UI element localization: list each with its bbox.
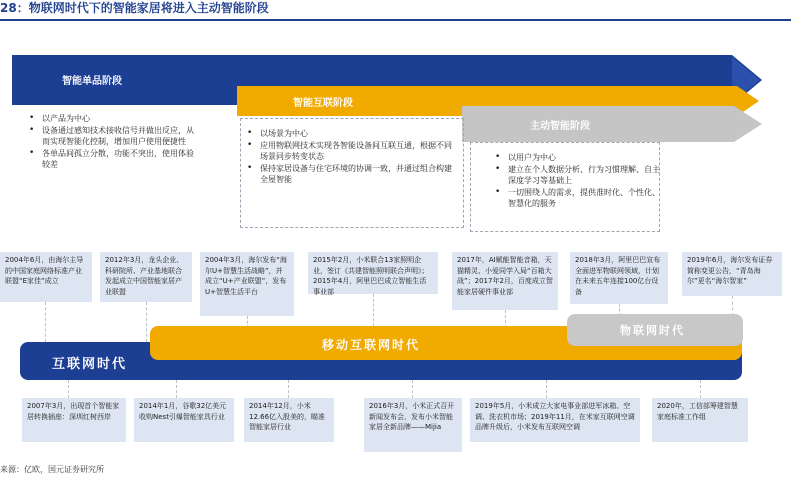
list-item: • 以产品为中心 bbox=[28, 113, 198, 125]
connector bbox=[45, 302, 46, 342]
stage-arrow-active-intelligence bbox=[462, 106, 762, 142]
list-item: • 以场景为中心 bbox=[246, 128, 456, 140]
list-item: • 各单品间孤立分散，功能不突出，使用体验较差 bbox=[28, 148, 198, 171]
source-note: 来源：亿欧，国元证券研究所 bbox=[0, 465, 104, 474]
stage-label-active-intelligence: 主动智能阶段 bbox=[530, 121, 590, 132]
stage-1-bullets bbox=[28, 113, 198, 171]
bottom-event-2007: 2007年3月，出现首个智能家居转换插座：深圳红树西岸 bbox=[22, 398, 126, 442]
stage-label-smart-interconnect: 智能互联阶段 bbox=[293, 98, 353, 109]
top-event-2019-06: 2019年6月，海尔发布证券简称变更公告，“青岛海尔”更名“海尔智家” bbox=[682, 252, 782, 296]
top-event-2004-06: 2004年6月，由海尔主导的中国家庭网络标准产业联盟“E家佳”成立 bbox=[0, 252, 92, 302]
connector bbox=[546, 380, 547, 398]
list-item: • 设备通过感知技术接收信号并做出反应，从而实现智能化控制，增加用户使用便捷性 bbox=[28, 125, 198, 148]
connector bbox=[68, 380, 69, 398]
top-event-2015: 2015年2月，小米联合13家照明企业，签订《共建智能照明联合声明》；2015年4月，阿里巴巴成立智能生活事业部 bbox=[308, 252, 438, 294]
top-event-2018: 2018年3月，阿里巴巴宣布全面进军物联网领域，计划在未来五年连接100亿台设备 bbox=[570, 252, 668, 304]
list-item: • 建立在个人数据分析、行为习惯理解、自主深度学习等基础上 bbox=[494, 164, 664, 187]
era-label-mobile-internet: 移动互联网时代 bbox=[322, 338, 421, 352]
top-event-2004-03-haier: 2004年3月，海尔发布“海尔U+智慧生活战略”，并成立“U+产业联盟”，发布U+智慧生活平台 bbox=[200, 252, 294, 316]
connector bbox=[288, 380, 289, 398]
connector bbox=[700, 380, 701, 398]
list-item: • 保持家居设备与住宅环境的协调一致，并通过组合构建全屋智能 bbox=[246, 163, 456, 186]
bottom-event-2020: 2020年，工信部筹建智慧家庭标准工作组 bbox=[652, 398, 748, 442]
bottom-event-2014-01: 2014年1月，谷歌32亿美元收购Nest引爆智能家具行业 bbox=[134, 398, 234, 442]
top-event-2012-03: 2012年3月，龙头企业、科研院所、产业基地联合发起成立中国智能家居产业联盟 bbox=[100, 252, 192, 302]
bottom-event-2014-12: 2014年12月，小米12.66亿入股美的，瞄准智能家居行业 bbox=[244, 398, 334, 442]
connector bbox=[176, 380, 177, 398]
list-item: • 以用户为中心 bbox=[494, 152, 664, 164]
figure-title: 28：物联网时代下的智能家居将进入主动智能阶段 bbox=[0, 1, 269, 15]
bottom-event-2019-05: 2019年5月，小米成立大家电事业部进军冰箱、空调、洗衣机市场；2019年11月，在米家互联网空调品牌升级后，小米发布互联网空调 bbox=[470, 398, 640, 442]
list-item: • 应用物联网技术实现各智能设备间互联互通，根据不同场景同步转变状态 bbox=[246, 140, 456, 163]
title-rule bbox=[0, 19, 791, 21]
stage-2-bullets bbox=[246, 128, 456, 186]
stage-3-bullets bbox=[494, 152, 664, 210]
bottom-event-2016: 2016年3月，小米正式召开新闻发布会，发布小米智能家居全新品牌——Mijia bbox=[364, 398, 462, 452]
list-item: • 一切围绕人的需求，提供准时化、个性化、智慧化的服务 bbox=[494, 187, 664, 210]
connector bbox=[732, 296, 733, 316]
connector bbox=[412, 380, 413, 398]
connector bbox=[373, 294, 374, 326]
stage-label-smart-product: 智能单品阶段 bbox=[62, 76, 122, 87]
connector bbox=[146, 302, 147, 342]
era-label-internet: 互联网时代 bbox=[52, 357, 128, 372]
top-event-2017: 2017年，AI赋能智能音箱，天猫精灵、小爱同学入局“百箱大战”；2017年2月，百度成立智能家居硬件事业部 bbox=[452, 252, 558, 310]
era-label-iot: 物联网时代 bbox=[620, 324, 685, 337]
